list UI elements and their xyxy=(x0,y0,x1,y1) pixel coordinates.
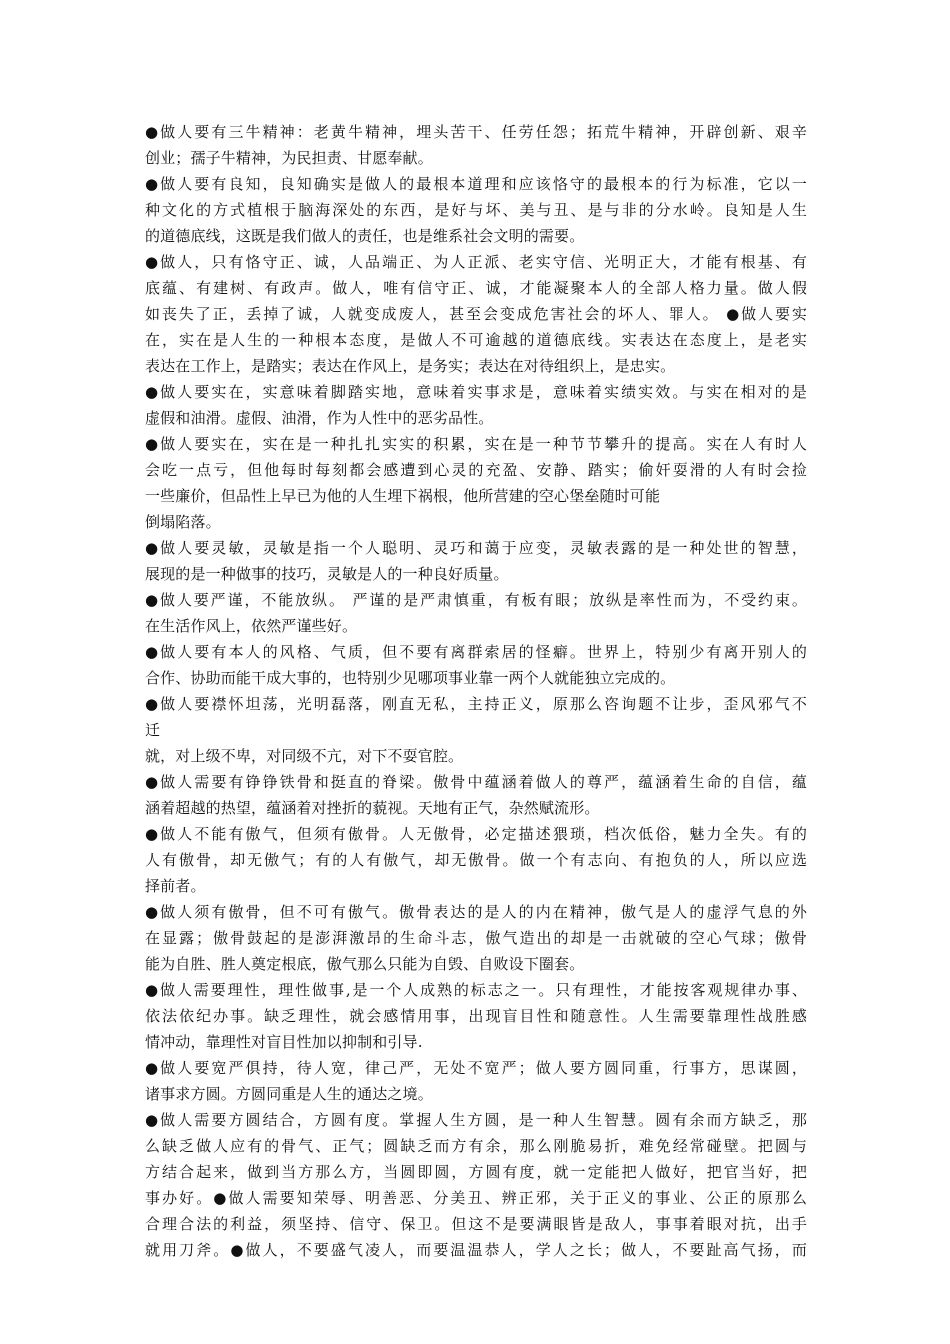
text-line: ●做人要有三牛精神：老黄牛精神，埋头苦干、任劳任怨；拓荒牛精神，开辟创新、艰辛 xyxy=(145,123,807,141)
text-line: 方结合起来，做到当方那么方，当圆即圆，方圆有度，就一定能把人做好，把官当好，把 xyxy=(145,1163,807,1181)
text-line: 人有傲骨，却无傲气；有的人有傲气，却无傲骨。做一个有志向、有抱负的人，所以应选 xyxy=(145,851,807,869)
text-line: ●做人要有良知，良知确实是做人的最根本道理和应该恪守的最根本的行为标准，它以一 xyxy=(145,175,807,193)
text-line: 在显露；傲骨鼓起的是澎湃激昂的生命斗志，傲气造出的却是一击就破的空心气球；傲骨 xyxy=(145,929,807,947)
text-line: 底蕴、有建树、有政声。做人，唯有信守正、诚，才能凝聚本人的全部人格力量。做人假 xyxy=(145,279,807,297)
text-line: 迁 xyxy=(145,721,161,739)
text-line: ●做人不能有傲气，但须有傲骨。人无傲骨，必定描述猥琐，档次低俗，魅力全失。有的 xyxy=(145,825,807,843)
text-line: 事办好。●做人需要知荣辱、明善恶、分美丑、辨正邪，关于正义的事业、公正的原那么 xyxy=(145,1189,807,1207)
text-line: 诸事求方圆。方圆同重是人生的通达之境。 xyxy=(145,1085,433,1103)
text-line: 么缺乏做人应有的骨气、正气；圆缺乏而方有余，那么刚脆易折，难免经常碰壁。把圆与 xyxy=(145,1137,807,1155)
text-line: ●做人要实在，实在是一种扎扎实实的积累，实在是一种节节攀升的提高。实在人有时人 xyxy=(145,435,807,453)
text-line: 虚假和油滑。虚假、油滑，作为人性中的恶劣品性。 xyxy=(145,409,494,427)
text-line: 会吃一点亏，但他每时每刻都会感遭到心灵的充盈、安静、踏实；偷奸耍滑的人有时会捡 xyxy=(145,461,807,479)
text-line: 种文化的方式植根于脑海深处的东西，是好与坏、美与丑、是与非的分水岭。良知是人生 xyxy=(145,201,807,219)
text-line: 择前者。 xyxy=(145,877,206,895)
text-line: 能为自胜、胜人奠定根底，傲气那么只能为自毁、自败设下圈套。 xyxy=(145,955,585,973)
text-line: ●做人需要有铮铮铁骨和挺直的脊梁。傲骨中蕴涵着做人的尊严，蕴涵着生命的自信，蕴 xyxy=(145,773,807,791)
text-line: ●做人须有傲骨，但不可有傲气。傲骨表达的是人的内在精神，傲气是人的虚浮气息的外 xyxy=(145,903,807,921)
text-line: ●做人需要方圆结合，方圆有度。掌握人生方圆，是一种人生智慧。圆有余而方缺乏，那 xyxy=(145,1111,807,1129)
text-line: ●做人要实在，实意味着脚踏实地，意味着实事求是，意味着实绩实效。与实在相对的是 xyxy=(145,383,807,401)
text-line: 涵着超越的热望，蕴涵着对挫折的藐视。天地有正气，杂然赋流形。 xyxy=(145,799,600,817)
text-line: ●做人需要理性，理性做事,是一个人成熟的标志之一。只有理性，才能按客观规律办事、 xyxy=(145,981,807,999)
text-line: ●做人要灵敏，灵敏是指一个人聪明、灵巧和蔼于应变，灵敏表露的是一种处世的智慧， xyxy=(145,539,807,557)
text-line: 表达在工作上，是踏实；表达在作风上，是务实；表达在对待组织上，是忠实。 xyxy=(145,357,676,375)
text-line: 合理合法的利益，须坚持、信守、保卫。但这不是要满眼皆是敌人，事事着眼对抗，出手 xyxy=(145,1215,807,1233)
text-line: ●做人要宽严俱持，待人宽，律己严，无处不宽严；做人要方圆同重，行事方，思谋圆， xyxy=(145,1059,807,1077)
text-line: ●做人要襟怀坦荡，光明磊落，刚直无私，主持正义，原那么咨询题不让步，歪风邪气不 xyxy=(145,695,807,713)
text-line: 就，对上级不卑，对同级不亢，对下不耍官腔。 xyxy=(145,747,464,765)
text-line: 创业；孺子牛精神，为民担责、甘愿奉献。 xyxy=(145,149,433,167)
text-line: 倒塌陷落。 xyxy=(145,513,221,531)
text-line: ●做人要有本人的风格、气质，但不要有离群索居的怪癖。世界上，特别少有离开别人的 xyxy=(145,643,807,661)
text-line: ●做人要严谨，不能放纵。 严谨的是严肃慎重，有板有眼；放纵是率性而为，不受约束。 xyxy=(145,591,807,609)
text-line: 在生活作风上，依然严谨些好。 xyxy=(145,617,358,635)
text-line: 的道德底线，这既是我们做人的责任，也是维系社会文明的需要。 xyxy=(145,227,585,245)
text-line: 依法依纪办事。缺乏理性，就会感情用事，出现盲目性和随意性。人生需要靠理性战胜感 xyxy=(145,1007,807,1025)
text-line: ●做人，只有恪守正、诚，人品端正、为人正派、老实守信、光明正大，才能有根基、有 xyxy=(145,253,807,271)
text-line: 就用刀斧。●做人，不要盛气凌人，而要温温恭人，学人之长；做人，不要趾高气扬，而 xyxy=(145,1241,807,1259)
text-line: 如丧失了正，丢掉了诚，人就变成废人，甚至会变成危害社会的坏人、罪人。 ●做人要实 xyxy=(145,305,807,323)
text-line: 合作、协助而能干成大事的，也特别少见哪项事业靠一两个人就能独立完成的。 xyxy=(145,669,676,687)
text-line: 展现的是一种做事的技巧，灵敏是人的一种良好质量。 xyxy=(145,565,509,583)
document-page xyxy=(145,119,807,1263)
text-line: 在，实在是人生的一种根本态度，是做人不可逾越的道德底线。实表达在态度上，是老实 xyxy=(145,331,807,349)
text-line: 一些廉价，但品性上早已为他的人生埋下祸根，他所营建的空心堡垒随时可能 xyxy=(145,487,661,505)
text-line: 情冲动，靠理性对盲目性加以抑制和引导. xyxy=(145,1033,423,1051)
